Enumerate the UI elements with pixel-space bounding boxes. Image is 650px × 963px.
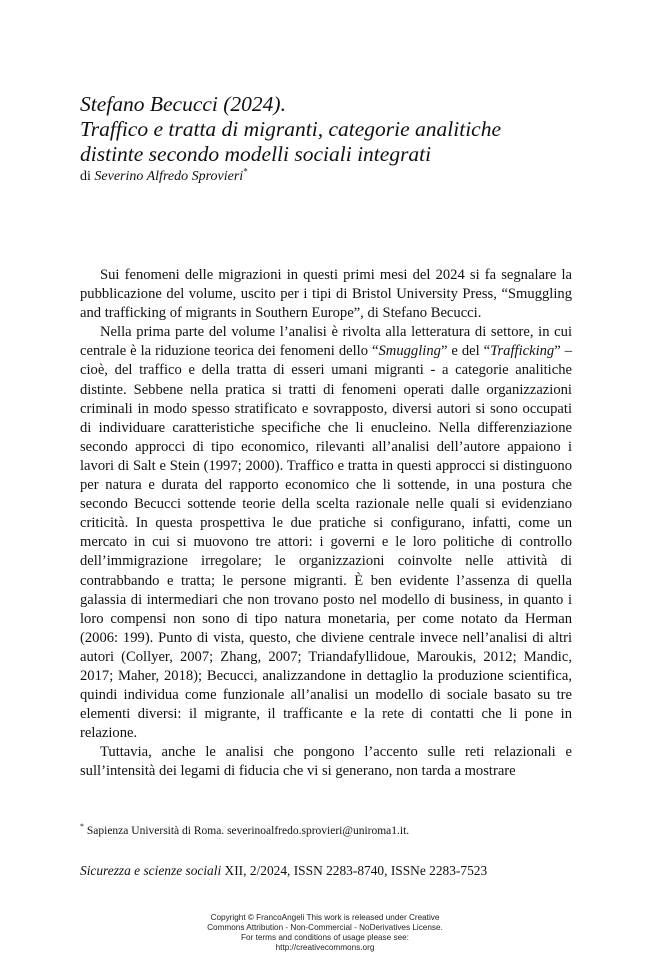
text-run: Tuttavia, anche le analisi che pongono l’accento sulle reti relazionali e sull’intensità dei legami di fiducia che vi si generano, non tarda a mostrare (80, 744, 572, 780)
article-header (80, 92, 580, 186)
journal-name: Sicurezza e scienze sociali (80, 863, 222, 878)
review-title-line-2: Traffico e tratta di migranti, categorie analitiche (80, 117, 502, 141)
review-title-line-3: distinte secondo modelli sociali integrati (80, 142, 432, 166)
text-run: ” e del “ (440, 343, 491, 360)
copyright-line-4: http://creativecommons.org (275, 943, 375, 952)
journal-citation (80, 862, 580, 879)
author-affiliation-footnote (80, 824, 580, 838)
review-title-line-1: Stefano Becucci (2024). (80, 92, 286, 116)
journal-issue-issn: XII, 2/2024, ISSN 2283-8740, ISSNe 2283-7523 (221, 863, 488, 878)
copyright-line-2: Commons Attribution - Non-Commercial - NoDerivatives License. (207, 923, 443, 932)
author-name: Severino Alfredo Sprovieri (94, 169, 244, 184)
byline-prefix: di (80, 169, 91, 184)
footnote-mark: * (80, 822, 84, 832)
italic-term: Trafficking (490, 343, 555, 360)
copyright-line-1: Copyright © FrancoAngeli This work is released under Creative (210, 913, 440, 922)
paragraph (80, 743, 572, 781)
article-body (80, 266, 572, 782)
paragraph (80, 266, 572, 323)
text-run: Nella prima parte del volume l’analisi è rivolta alla letteratura di settore, in cui centrale è la riduzione teorica dei fenomeni dello “ (80, 324, 572, 360)
text-run: ” – cioè, del traffico e della tratta di esseri umani migranti - a categorie analitiche distinte. Sebbene nella pratica si tratti di fenomeni operati dalle organizzazioni criminali in modo spesso stratificato e sovrapposto, diversi autori si sono occupati di individuare caratteristiche specifiche che li enucleino. Nella differenziazione secondo approcci di tipo economico, rilevanti all’analisi dell’autore appaiono i lavori di Salt e Stein (1997; 2000). Traffico e tratta in questi approcci si distinguono per natura e durata del rapporto economico che li sottende, in una postura che secondo Becucci sottende teorie della scelta razionale nelle quali si evidenziano criticità. In questa prospettiva le due pratiche si configurano, infatti, come un mercato in cui si muovono tre attori: i governi e le loro politiche di controllo dell’immigrazione irregolare; le organizzazioni coinvolte nelle attività di contrabbando e tratta; le persone migranti. È ben evidente l’assenza di quella galassia di intermediari che non trovano posto nel modello di business, in quanto i loro compensi non sono di tipo natura monetaria, per come notato da Herman (2006: 199). Punto di vista, questo, che diviene centrale invece nell’analisi di altri autori (Collyer, 2007; Zhang, 2007; Triandafyllidoue, Maroukis, 2012; Mandic, 2017; Maher, 2018); Becucci, analizzandone in dettaglio la produzione scientifica, quindi individua come funzionale all’analisi un modello di sociale basato su tre elementi diversi: il migrante, il trafficante e la rete di contatti che li pone in relazione. (80, 343, 572, 742)
italic-term: Smuggling (378, 343, 441, 360)
text-run: Sui fenomeni delle migrazioni in questi primi mesi del 2024 si fa segnalare la pubblicazione del volume, uscito per i tipi di Bristol University Press, “Smuggling and trafficking of migrants in Southern Europe”, di Stefano Becucci. (80, 267, 572, 322)
paragraph (80, 323, 572, 743)
byline (80, 168, 580, 186)
footnote-text: Sapienza Università di Roma. severinoalfredo.sprovieri@uniroma1.it. (84, 825, 410, 837)
copyright-line-3: For terms and conditions of usage please see: (241, 933, 409, 942)
copyright-notice (0, 913, 650, 953)
author-footnote-mark: * (243, 166, 248, 177)
